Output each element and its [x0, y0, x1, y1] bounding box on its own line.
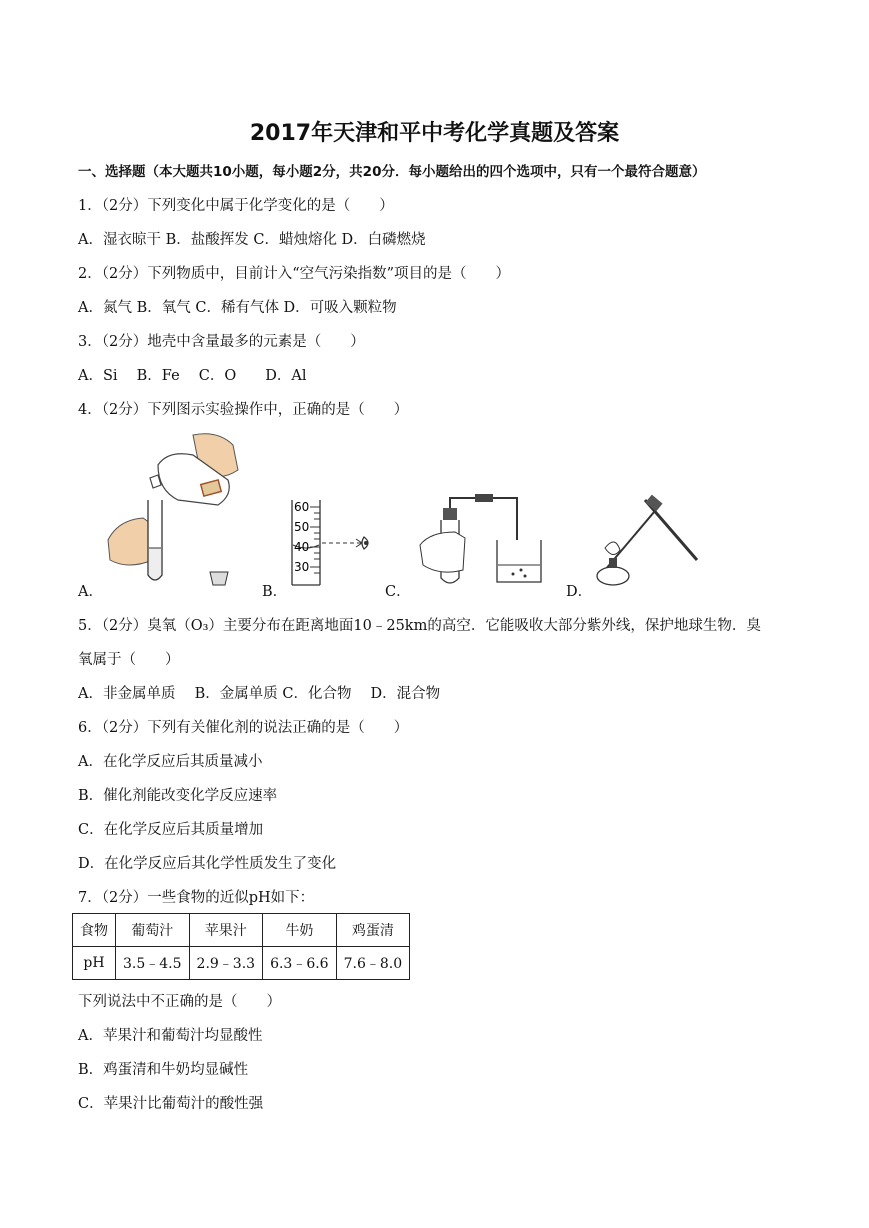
q5-stem-cont: 氧属于（ ） [78, 652, 180, 668]
section-heading: 一、选择题（本大题共10小题，每小题2分，共20分．每小题给出的四个选项中，只有一个最符合题意） [78, 164, 706, 180]
table-cell: 7.6﹣8.0 [336, 947, 410, 980]
table-cell: 6.3﹣6.6 [263, 947, 337, 980]
scale-tick-50: 50 [294, 520, 310, 534]
q3-stem: 3．（2分）地壳中含量最多的元素是（ ） [78, 334, 365, 350]
q6-stem: 6．（2分）下列有关催化剂的说法正确的是（ ） [78, 720, 409, 736]
q6-option-a: A．在化学反应后其质量减小 [78, 754, 263, 770]
q6-option-c: C．在化学反应后其质量增加 [78, 822, 264, 838]
figure-c-label: C． [385, 584, 411, 600]
ph-table [72, 913, 410, 980]
figure-c-airtightness [405, 490, 555, 590]
q5-stem: 5．（2分）臭氧（O₃）主要分布在距离地面10﹣25km的高空．它能吸收大部分紫外线，保护地球生物．臭 [78, 618, 761, 634]
q2-stem: 2．（2分）下列物质中，目前计入“空气污染指数”项目的是（ ） [78, 266, 511, 282]
table-cell: pH [73, 947, 116, 980]
table-row [73, 914, 410, 947]
q4-stem: 4．（2分）下列图示实验操作中，正确的是（ ） [78, 402, 409, 418]
q5-options: A．非金属单质 B．金属单质 C．化合物 D．混合物 [78, 686, 441, 702]
q7-question: 下列说法中不正确的是（ ） [78, 994, 281, 1010]
table-cell: 苹果汁 [189, 914, 263, 947]
figure-b-label: B． [262, 584, 288, 600]
table-cell: 葡萄汁 [116, 914, 190, 947]
q6-option-d: D．在化学反应后其化学性质发生了变化 [78, 856, 337, 872]
q7-option-b: B．鸡蛋清和牛奶均显碱性 [78, 1062, 249, 1078]
q7-stem: 7．（2分）一些食物的近似pH如下： [78, 890, 315, 906]
q7-option-c: C．苹果汁比葡萄汁的酸性强 [78, 1096, 264, 1112]
scale-tick-40: 40 [294, 540, 310, 554]
table-cell: 3.5﹣4.5 [116, 947, 190, 980]
q6-option-b: B．催化剂能改变化学反应速率 [78, 788, 278, 804]
q3-options: A．Si B．Fe C．O D．Al [78, 368, 307, 384]
q2-options: A．氮气 B．氧气 C．稀有气体 D．可吸入颗粒物 [78, 300, 397, 316]
table-cell: 牛奶 [263, 914, 337, 947]
figure-b-cylinder [280, 495, 380, 590]
table-cell: 2.9﹣3.3 [189, 947, 263, 980]
table-cell: 食物 [73, 914, 116, 947]
table-cell: 鸡蛋清 [336, 914, 410, 947]
scale-tick-30: 30 [294, 560, 310, 574]
q1-stem: 1．（2分）下列变化中属于化学变化的是（ ） [78, 198, 394, 214]
figure-d-heating [585, 490, 715, 590]
figure-a-pouring [98, 430, 258, 590]
table-row [73, 947, 410, 980]
figure-a-label: A． [78, 584, 103, 600]
page-title: 2017年天津和平中考化学真题及答案 [249, 121, 620, 146]
figure-d-label: D． [566, 584, 593, 600]
q1-options: A．湿衣晾干 B．盐酸挥发 C．蜡烛熔化 D．白磷燃烧 [78, 232, 426, 248]
q7-option-a: A．苹果汁和葡萄汁均显酸性 [78, 1028, 263, 1044]
scale-tick-60: 60 [294, 500, 310, 514]
